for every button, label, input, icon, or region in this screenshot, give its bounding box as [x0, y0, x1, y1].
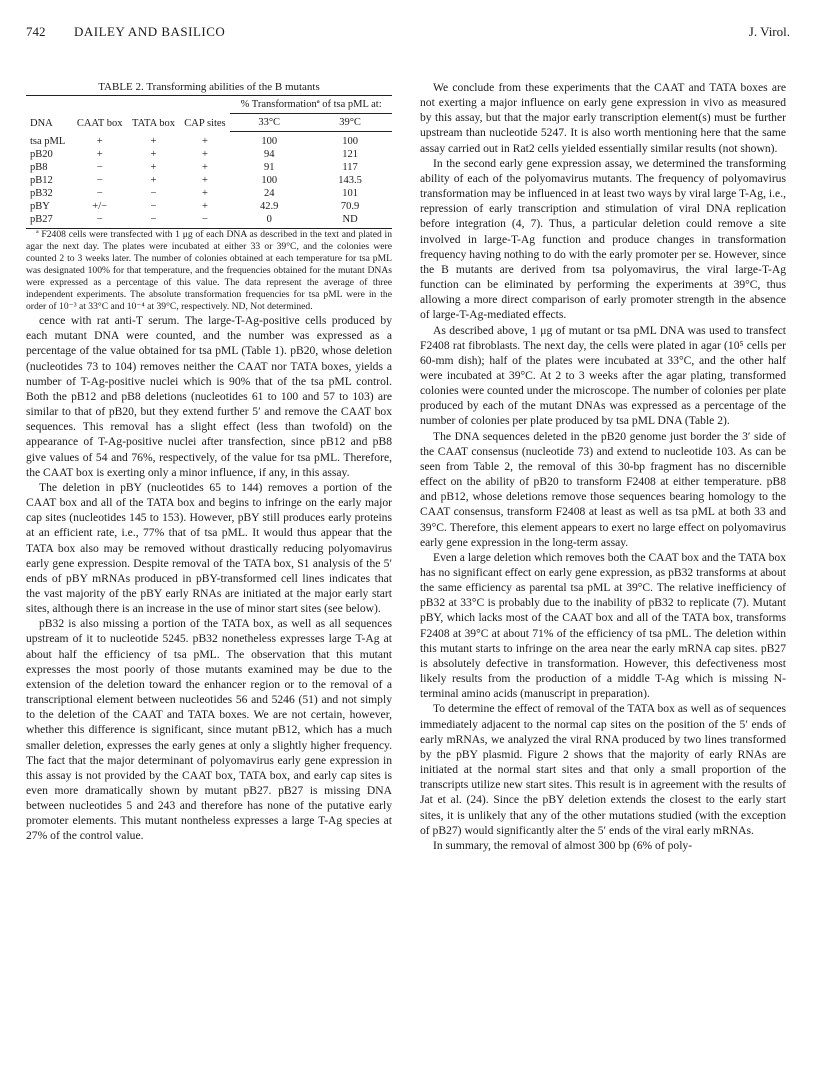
- table-row: [26, 161, 392, 174]
- table-cell: ND: [308, 213, 392, 229]
- table-cell: −: [127, 213, 179, 229]
- table-cell: +: [202, 188, 208, 200]
- table-cell: +/−: [92, 201, 108, 213]
- table-row: [26, 148, 392, 161]
- table-cell: 24: [263, 188, 275, 200]
- table-row: [26, 200, 392, 213]
- body-paragraph: The deletion in pBY (nucleotides 65 to 144) removes a portion of the CAAT box and all of the TATA box and begins to infringe on the early major cap sites (nucleotides 145 to 153). However, pBY still produces early proteins at an efficient rate, i.e., 77% that of tsa pML. It would thus appear that the TATA box also may be removed without drastically reducing polyomavirus early gene expression. Despite removal of the TATA box, S1 analysis of the 5′ ends of pBY mRNAs produced in pBY-transformed cell lines indicates that the vast majority of the pBY early RNAs are initiated at the major early start sites, although there is an increase in the use of minor start sites (see below).: [26, 480, 392, 616]
- table-cell: pB27: [26, 213, 72, 229]
- table-row: [26, 174, 392, 187]
- table-cell: 143.5: [338, 175, 362, 187]
- body-paragraph: Even a large deletion which removes both the CAAT box and the TATA box has no significant effect on early gene expression, as pB32 transforms at about the same efficiency as parental tsa pML at 39°C. The relative inefficiency of pB32 at 33°C is probably due to the inability of pB32 to replicate (7). Mutant pBY, which lacks most of the CAAT box and all of the TATA box, transforms F2408 at 39°C at about 71% of the efficiency of tsa pML. The deletion within this mutant starts to infringe on the area near the early mRNA cap sites. pB27 is absolutely defective in transformation. However, this defectiveness most likely results from the production of a middle T-Ag which is missing N-terminal amino acids (manuscript in preparation).: [420, 550, 786, 701]
- table-cell: 100: [261, 175, 278, 187]
- running-header: [26, 24, 790, 46]
- table-cell: −: [150, 201, 157, 213]
- table-row: [26, 213, 392, 229]
- table-cell: +: [150, 175, 157, 187]
- table-cell: −: [150, 188, 157, 200]
- table-cell: +: [96, 149, 103, 161]
- table-cell: +: [202, 175, 208, 187]
- left-body-text: [26, 313, 392, 843]
- col-header-39c: 39°C: [308, 114, 392, 132]
- table-cell: 42.9: [260, 201, 279, 213]
- body-paragraph: In the second early gene expression assay, we determined the transforming ability of each of the polyomavirus mutants. The frequency of polyomavirus transformation may be influenced in at least two ways by viral large T-Ag, i.e., repression of early transcription and stimulation of viral DNA replication before integration (4, 7). Thus, a particular deletion could remove a site involved in large-T-Ag function and produce changes in transformation frequency having nothing to do with the early promoter per se. However, since the B mutants are derived from tsa polyomavirus, the viral large-T-Ag function can be eliminated by performing the experiments at 39°C, thus allowing a more direct comparison of early promoter strength in the absence of large-T-Ag-mediated effects.: [420, 156, 786, 322]
- col-header-33c: 33°C: [230, 114, 308, 132]
- body-paragraph: To determine the effect of removal of the TATA box as well as of sequences immediately adjacent to the normal cap sites on the position of the 5′ ends of early mRNAs, we analyzed the viral RNA produced by two lines transformed by the pBY plasmid. Figure 2 shows that the majority of early RNAs are initiated at the normal start sites and that only a small proportion of the transcripts utilize new start sites. This result is in agreement with the results of Jat et al. (24). Since the pBY deletion extends the closest to the early start sites, it is unlikely that any of the other mutations studied (with the exception of pB27) would significantly alter the 5′ ends of the viral early mRNAs.: [420, 702, 786, 837]
- col-header-transformation: % Transformationª of tsa pML at:: [230, 96, 392, 114]
- right-column: [420, 80, 786, 853]
- table-cell: 91: [263, 162, 275, 174]
- table-cell: 101: [342, 188, 358, 200]
- table-cell: 94: [263, 149, 275, 161]
- body-paragraph: As described above, 1 μg of mutant or tsa pML DNA was used to transfect F2408 rat fibroblasts. The next day, the cells were plated in agar (10⁵ cells per 60-mm dish); half of the plates were incubated at 33°C, and the other half were incubated at 39°C. At 2 to 3 weeks after the agar plating, transformed colonies were counted under the microscope. The number of colonies per plate produced by each of the mutant DNAs was expressed as a percentage of the number of colonies per plate produced by tsa pML DNA (Table 2).: [420, 323, 786, 428]
- body-paragraph: We conclude from these experiments that the CAAT and TATA boxes are not exerting a major influence on early gene expression in vivo as measured by this assay, but that the major early transcription element(s) must be further upstream than nucleotide 5247. It is also worth mentioning here that the same assay carried out in Rat2 cells yielded essentially similar results (not shown).: [420, 81, 786, 155]
- col-header-cap: CAP sites: [180, 96, 231, 132]
- table-cell: +: [202, 135, 208, 147]
- table-cell: 121: [342, 149, 358, 161]
- right-body-text: [420, 80, 786, 853]
- journal-name: J. Virol.: [748, 24, 790, 39]
- body-paragraph: The DNA sequences deleted in the pB20 genome just border the 3′ side of the CAAT consensus (nucleotide 73) and extend to nucleotide 103. As can be seen from Table 2, the removal of this 30-bp fragment has no discernible effect on the ability of pB20 to transform F2408 at either temperature. pB8 and pB12, whose deletions remove those sequences bearing homology to the CAAT consensus, transform F2408 at least as well as tsa pML at both 33 and 39°C. Therefore, this element appears to exert no large effect on polyomavirus early gene expression in the long-term assay.: [420, 429, 786, 549]
- running-authors: DAILEY AND BASILICO: [74, 24, 226, 39]
- transformation-table: [26, 95, 392, 229]
- body-paragraph: In summary, the removal of almost 300 bp (6% of poly-: [433, 838, 693, 852]
- table-cell: +: [150, 162, 157, 174]
- table-cell: −: [180, 213, 231, 229]
- table-footnote: ª F2408 cells were transfected with 1 μg of each DNA as described in the text and plated in agar the next day. The plates were incubated at either 33 or 39°C, and the colonies were counted 2 to 3 weeks later. The number of colonies obtained at each temperature for tsa pML was designated 100% for that temperature, and the frequencies obtained for the mutant DNAs were expressed as a percentage of this value. The data represent the average of three independent experiments. The absolute transformation frequencies for tsa pML were in the order of 10⁻³ at 33°C and 10⁻⁴ at 39°C, respectively. ND, Not determined.: [26, 229, 392, 313]
- table-cell: −: [72, 213, 127, 229]
- table-cell: −: [96, 188, 103, 200]
- table-cell: +: [202, 149, 208, 161]
- table-cell: +: [96, 135, 103, 147]
- table-cell: +: [202, 162, 208, 174]
- table-cell: 0: [230, 213, 308, 229]
- table-cell: pB12: [30, 175, 53, 187]
- table-cell: pBY: [30, 201, 50, 213]
- page-number: 742: [26, 24, 46, 39]
- table-cell: −: [96, 162, 103, 174]
- left-column: [26, 80, 392, 844]
- table-cell: pB20: [30, 149, 53, 161]
- table-cell: 100: [342, 136, 358, 148]
- table-cell: −: [96, 175, 103, 187]
- table-cell: +: [202, 201, 208, 213]
- col-header-dna: DNA: [26, 96, 72, 132]
- col-header-tata: TATA box: [127, 96, 179, 132]
- table-cell: +: [150, 149, 157, 161]
- body-paragraph: cence with rat anti-T serum. The large-T-Ag-positive cells produced by each mutant DNA were counted, and the number was expressed as a percentage of the value obtained for tsa pML (Table 1). pB20, whose deletion (nucleotides 73 to 104) removes neither the CAAT nor TATA boxes, yields a number of T-Ag-positive nuclei which is 90% that of the tsa pML control. Both the pB12 and pB8 deletions (nucleotides 61 to 100 and 57 to 103) are similar to that of pB20, but they extend further 5′ and remove the CAAT box sequences. This removal has a slight effect (less than twofold) on the appearance of T-Ag-positive nuclei after transfection, since pB12 and pB8 give values of 54 and 76%, respectively, of the value for tsa pML. Therefore, the CAAT box is exerting only a minor influence, if any, in this assay.: [26, 314, 392, 479]
- table-cell: 100: [261, 136, 278, 148]
- body-paragraph: pB32 is also missing a portion of the TATA box, as well as all sequences upstream of it to nucleotide 5245. pB32 nonetheless expresses large T-Ag at about half the efficiency of tsa pML. The observation that this mutant expresses the most poorly of those mutants examined may be due to the extension of the deletion toward the enhancer region or to the removal of a transcriptional element between nucleotides 56 and 5246 (51) and not simply to the deletion of the CAAT and TATA boxes. We are not certain, however, whether this difference is significant, since mutant pB12, which has a much smaller deletion, expresses the early genes at only a slightly higher frequency. The fact that the major determinant of polyomavirus early gene expression in this assay is not provided by the CAAT box, TATA box, and early cap sites is even more dramatically shown by mutant pB27. pB27 is missing DNA between nucleotides 5 and 243 and therefore has none of the putative early promoter elements. This mutant nontheless expresses a large T-Ag species at 27% of the control value.: [26, 617, 392, 843]
- table-caption: TABLE 2. Transforming abilities of the B mutants: [98, 81, 320, 93]
- table-cell: pB32: [30, 188, 53, 200]
- table-cell: tsa pML: [30, 135, 66, 147]
- col-header-caat: CAAT box: [72, 96, 127, 132]
- table-cell: 117: [342, 162, 358, 174]
- table-cell: 70.9: [340, 201, 360, 213]
- table-row: [26, 187, 392, 200]
- table-cell: pB8: [30, 162, 48, 174]
- table-row: [26, 132, 392, 149]
- table-cell: +: [150, 135, 157, 147]
